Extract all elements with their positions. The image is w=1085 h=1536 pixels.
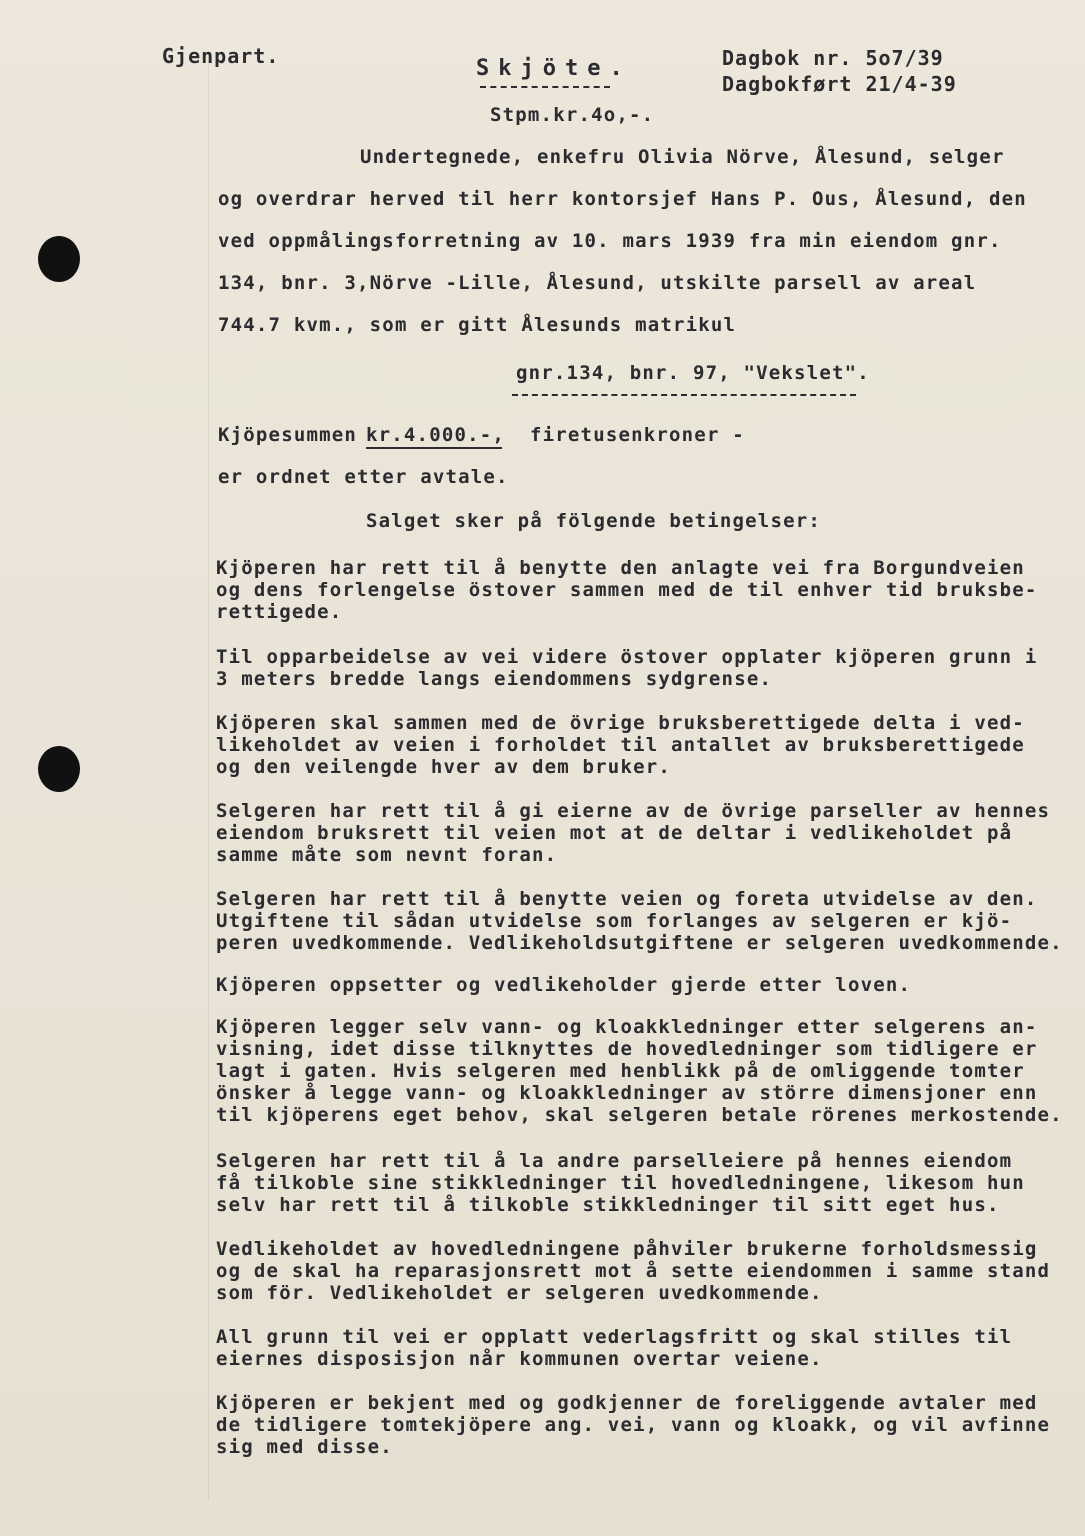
paragraph-line: og dens forlengelse östover sammen med de til enhver tid bruksbe- xyxy=(216,579,1038,601)
paragraph-line: Til opparbeidelse av vei videre östover opplater kjöperen grunn i xyxy=(216,646,1038,668)
paragraph-line: rettigede. xyxy=(216,601,343,623)
price-amount: kr.4.000.-, xyxy=(366,424,506,446)
paragraph-line: og den veilengde hver av dem bruker. xyxy=(216,756,672,778)
property-underline xyxy=(512,394,856,396)
paragraph-line: Kjöperen oppsetter og vedlikeholder gjerde etter loven. xyxy=(216,974,912,996)
paragraph-line: Kjöperen er bekjent med og godkjenner de foreliggende avtaler med xyxy=(216,1392,1038,1414)
punch-hole-top xyxy=(38,236,80,282)
margin-line xyxy=(208,60,209,1500)
paragraph-line: eiendom bruksrett til veien mot at de deltar i vedlikeholdet på xyxy=(216,822,1013,844)
paragraph-line: Kjöperen legger selv vann- og kloakkledninger etter selgerens an- xyxy=(216,1016,1038,1038)
dagbok-number: Dagbok nr. 5o7/39 xyxy=(722,46,944,70)
stamp-duty: Stpm.kr.4o,-. xyxy=(490,104,655,126)
paragraph-line: Selgeren har rett til å benytte veien og foreta utvidelse av den. xyxy=(216,888,1038,910)
paragraph-line: All grunn til vei er opplatt vederlagsfritt og skal stilles til xyxy=(216,1326,1013,1348)
paragraph-line: Utgiftene til sådan utvidelse som forlanges av selgeren er kjö- xyxy=(216,910,1013,932)
paragraph-line: Kjöperen skal sammen med de övrige bruksberettigede delta i ved- xyxy=(216,712,1025,734)
paragraph-line: 3 meters bredde langs eiendommens sydgrense. xyxy=(216,668,773,690)
copy-label: Gjenpart. xyxy=(162,44,280,68)
paragraph-line: Selgeren har rett til å gi eierne av de övrige parseller av hennes xyxy=(216,800,1051,822)
paragraph-line: eiernes disposisjon når kommunen overtar veiene. xyxy=(216,1348,823,1370)
punch-hole-bottom xyxy=(38,746,80,792)
paragraph-line: de tidligere tomtekjöpere ang. vei, vann og kloakk, og vil avfinne xyxy=(216,1414,1051,1436)
intro-line: og overdrar herved til herr kontorsjef Hans P. Ous, Ålesund, den xyxy=(218,188,1027,210)
paragraph-line: peren uvedkommende. Vedlikeholdsutgiftene er selgeren uvedkommende. xyxy=(216,932,1063,954)
conditions-heading: Salget sker på fölgende betingelser: xyxy=(366,510,822,532)
paragraph-line: sig med disse. xyxy=(216,1436,393,1458)
intro-line: Undertegnede, enkefru Olivia Nörve, Ålesund, selger xyxy=(360,146,1005,168)
paragraph-line: Kjöperen har rett til å benytte den anlagte vei fra Borgundveien xyxy=(216,557,1025,579)
paragraph-line: visning, idet disse tilknyttes de hovedledninger som tidligere er xyxy=(216,1038,1038,1060)
paragraph-line: Vedlikeholdet av hovedledningene påhviler brukerne forholdsmessig xyxy=(216,1238,1038,1260)
price-underline xyxy=(366,447,502,449)
price-line-2: er ordnet etter avtale. xyxy=(218,466,509,488)
price-words: firetusenkroner - xyxy=(530,424,745,446)
property-id: gnr.134, bnr. 97, "Vekslet". xyxy=(516,362,870,384)
intro-line: 134, bnr. 3,Nörve -Lille, Ålesund, utskilte parsell av areal xyxy=(218,272,977,294)
paragraph-line: som för. Vedlikeholdet er selgeren uvedkommende. xyxy=(216,1282,823,1304)
paragraph-line: Selgeren har rett til å la andre parselleiere på hennes eiendom xyxy=(216,1150,1013,1172)
paragraph-line: og de skal ha reparasjonsrett mot å sette eiendommen i samme stand xyxy=(216,1260,1051,1282)
intro-line: 744.7 kvm., som er gitt Ålesunds matrikul xyxy=(218,314,737,336)
paragraph-line: samme måte som nevnt foran. xyxy=(216,844,558,866)
document-title: Skjöte. xyxy=(476,56,632,81)
price-prefix: Kjöpesummen xyxy=(218,424,358,446)
intro-line: ved oppmålingsforretning av 10. mars 1939 fra min eiendom gnr. xyxy=(218,230,1002,252)
dagbok-date: Dagbokført 21/4-39 xyxy=(722,72,957,96)
paragraph-line: lagt i gaten. Hvis selgeren med henblikk på de omliggende tomter xyxy=(216,1060,1025,1082)
paragraph-line: til kjöperens eget behov, skal selgeren betale rörenes merkostende. xyxy=(216,1104,1063,1126)
paragraph-line: önsker å legge vann- og kloakkledninger av större dimensjoner enn xyxy=(216,1082,1038,1104)
paragraph-line: selv har rett til å tilkoble stikkledninger til sitt eget hus. xyxy=(216,1194,1000,1216)
title-underline xyxy=(480,86,610,88)
paragraph-line: likeholdet av veien i forholdet til antallet av bruksberettigede xyxy=(216,734,1025,756)
paragraph-line: få tilkoble sine stikkledninger til hovedledningene, likesom hun xyxy=(216,1172,1025,1194)
